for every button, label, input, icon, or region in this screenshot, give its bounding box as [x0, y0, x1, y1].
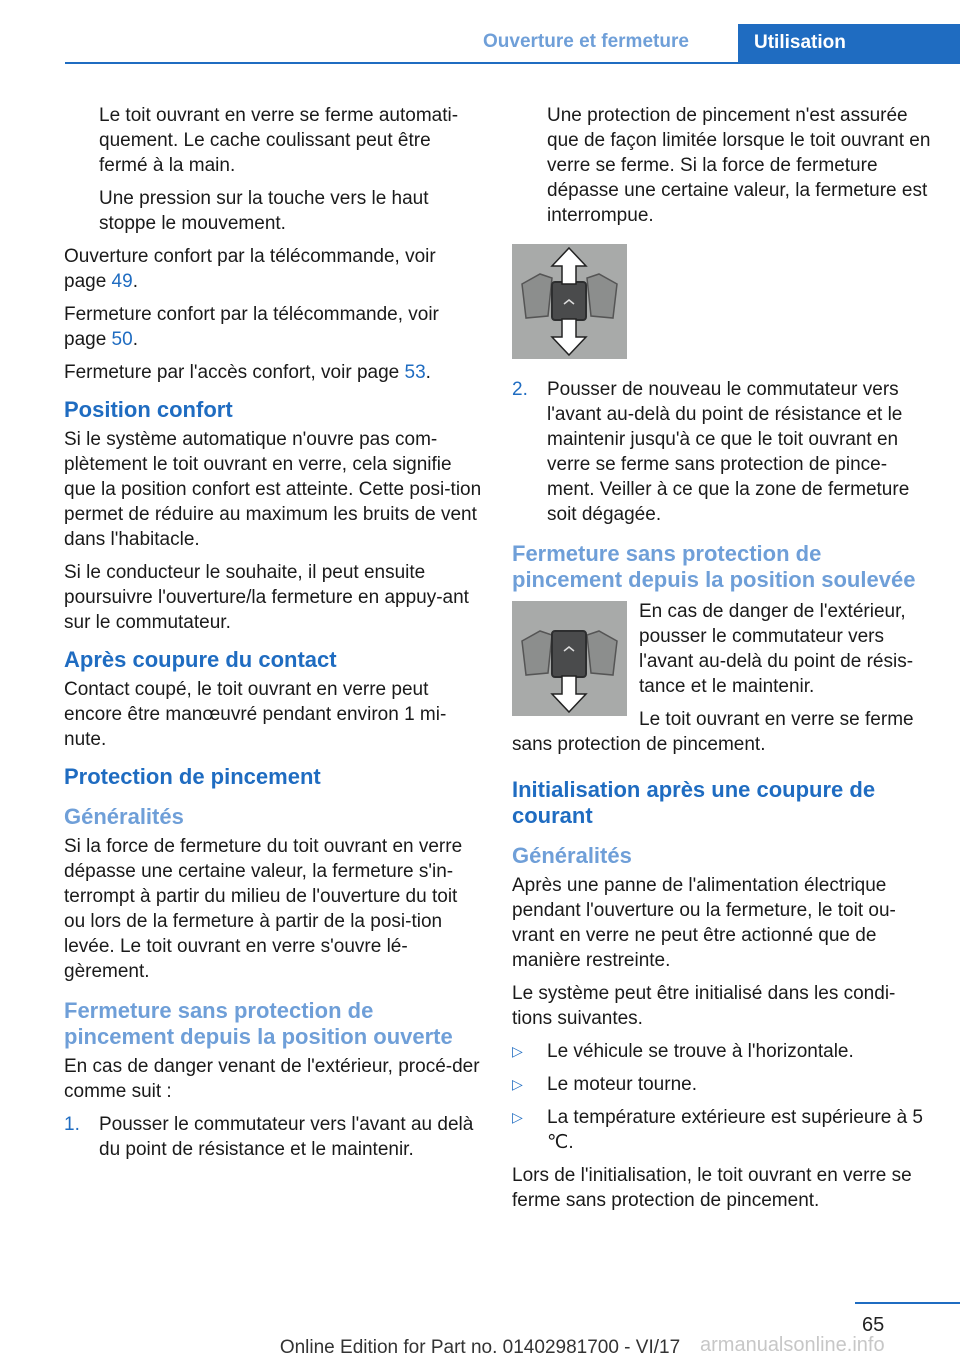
page-number: 65 — [862, 1314, 885, 1336]
page-link-49[interactable]: 49 — [111, 271, 133, 292]
paragraph-auto-close: Le toit ouvrant en verre se ferme automati‐quement. Le cache coulissant peut être fermé à la main. — [99, 105, 459, 176]
paragraph-position-confort: Si le système automatique n'ouvre pas com‐plètement le toit ouvrant en verre, cela signifie que la position confort est atteinte. Cette posi‐tion permet de réduire au maximum les bruits de vent dans l'habitacle. — [64, 429, 482, 550]
paragraph-force-fermeture: Si la force de fermeture du toit ouvrant en verre dépasse une certaine valeur, la fermeture s'in‐terrompt à partir du milieu de l'ouverture du toit ou lors de la fermeture à partir de la posi‐tion levée. Le toit ouvrant en verre s'ouvre lé‐gèrement. — [64, 836, 463, 982]
watermark: armanualsonline.info — [700, 1334, 885, 1356]
paragraph-comfort-access: Fermeture par l'accès confort, voir page 53. — [64, 362, 431, 383]
footer-divider — [855, 1302, 960, 1304]
paragraph-danger-exterieur: En cas de danger de l'extérieur, pousser le commutateur vers l'avant au-delà du point de résis‐tance et le maintenir. — [639, 601, 914, 697]
paragraph-continue: Si le conducteur le souhaite, il peut ensuite poursuivre l'ouverture/la fermeture en appuy‐ant sur le commutateur. — [64, 562, 469, 633]
paragraph-protection-limited: Une protection de pincement n'est assurée que de façon limitée lorsque le toit ouvrant en verre se ferme. Si la force de fermeture dépasse une certaine valeur, la fermeture est interrompue. — [547, 105, 931, 226]
page-header — [65, 24, 960, 64]
heading-initialisation: Initialisation après une coupure de courant — [512, 777, 876, 828]
list-item: ▷ La température extérieure est supérieure à 5 ℃. — [512, 1107, 923, 1153]
paragraph-se-ferme: Le toit ouvrant en verre se ferme sans protection de pincement. — [512, 709, 914, 755]
step-text: Pousser de nouveau le commutateur vers l'avant au-delà du point de résistance et le maintenir jusqu'à ce que le toit ouvrant en verre se ferme sans protection de pince‐ment. Veiller à ce que la zone de fermeture soit dégagée. — [547, 379, 910, 525]
left-column — [64, 103, 482, 1170]
heading-fermeture-ouverte: Fermeture sans protection de pincement depuis la position ouverte — [64, 998, 453, 1049]
paragraph-conditions: Le système peut être initialisé dans les condi‐tions suivantes. — [512, 983, 896, 1029]
header-section-title: Ouverture et fermeture — [483, 31, 689, 52]
roof-switch-image-down — [512, 601, 627, 716]
list-item: ▷ Le véhicule se trouve à l'horizontale. — [512, 1041, 854, 1062]
roof-switch-image-up-down — [512, 244, 627, 359]
footer-edition: Online Edition for Part no. 01402981700 - VI/17 — [279, 1337, 681, 1358]
triangle-bullet-icon: ▷ — [512, 1076, 523, 1092]
heading-position-confort: Position confort — [64, 397, 233, 422]
heading-protection-pincement: Protection de pincement — [64, 764, 321, 789]
triangle-bullet-icon: ▷ — [512, 1043, 523, 1059]
paragraph-comfort-open: Ouverture confort par la télécommande, voir page 49. — [64, 246, 436, 292]
list-item: ▷ Le moteur tourne. — [512, 1074, 697, 1095]
step-text: Pousser le commutateur vers l'avant au delà du point de résistance et le maintenir. — [99, 1114, 474, 1160]
triangle-bullet-icon: ▷ — [512, 1109, 523, 1125]
page-link-53[interactable]: 53 — [404, 362, 426, 383]
header-chapter-tab: Utilisation — [738, 24, 960, 62]
step-1 — [64, 1112, 482, 1162]
step-number: 2. — [512, 379, 528, 400]
right-column — [512, 103, 932, 1221]
step-2 — [512, 377, 932, 527]
heading-generalites-left: Généralités — [64, 804, 184, 829]
heading-apres-coupure: Après coupure du contact — [64, 647, 337, 672]
heading-fermeture-soulevee: Fermeture sans protection de pincement depuis la position soulevée — [512, 541, 916, 592]
paragraph-panne: Après une panne de l'alimentation électrique pendant l'ouverture ou la fermeture, le toit ou‐vrant en verre ne peut être actionné que de manière restreinte. — [512, 875, 896, 971]
soulevee-block — [512, 597, 932, 765]
paragraph-contact-coupe: Contact coupé, le toit ouvrant en verre peut encore être manœuvré pendant environ 1 mi‐nute. — [64, 679, 447, 750]
paragraph-stop-movement: Une pression sur la touche vers le haut stoppe le mouvement. — [99, 188, 429, 234]
paragraph-initialisation-close: Lors de l'initialisation, le toit ouvrant en verre se ferme sans protection de pincement. — [512, 1165, 912, 1211]
paragraph-comfort-close: Fermeture confort par la télécommande, voir page 50. — [64, 304, 439, 350]
paragraph-danger: En cas de danger venant de l'extérieur, procé‐der comme suit : — [64, 1056, 480, 1102]
step-number: 1. — [64, 1114, 80, 1135]
heading-generalites-right: Généralités — [512, 843, 632, 868]
page-link-50[interactable]: 50 — [111, 329, 133, 350]
